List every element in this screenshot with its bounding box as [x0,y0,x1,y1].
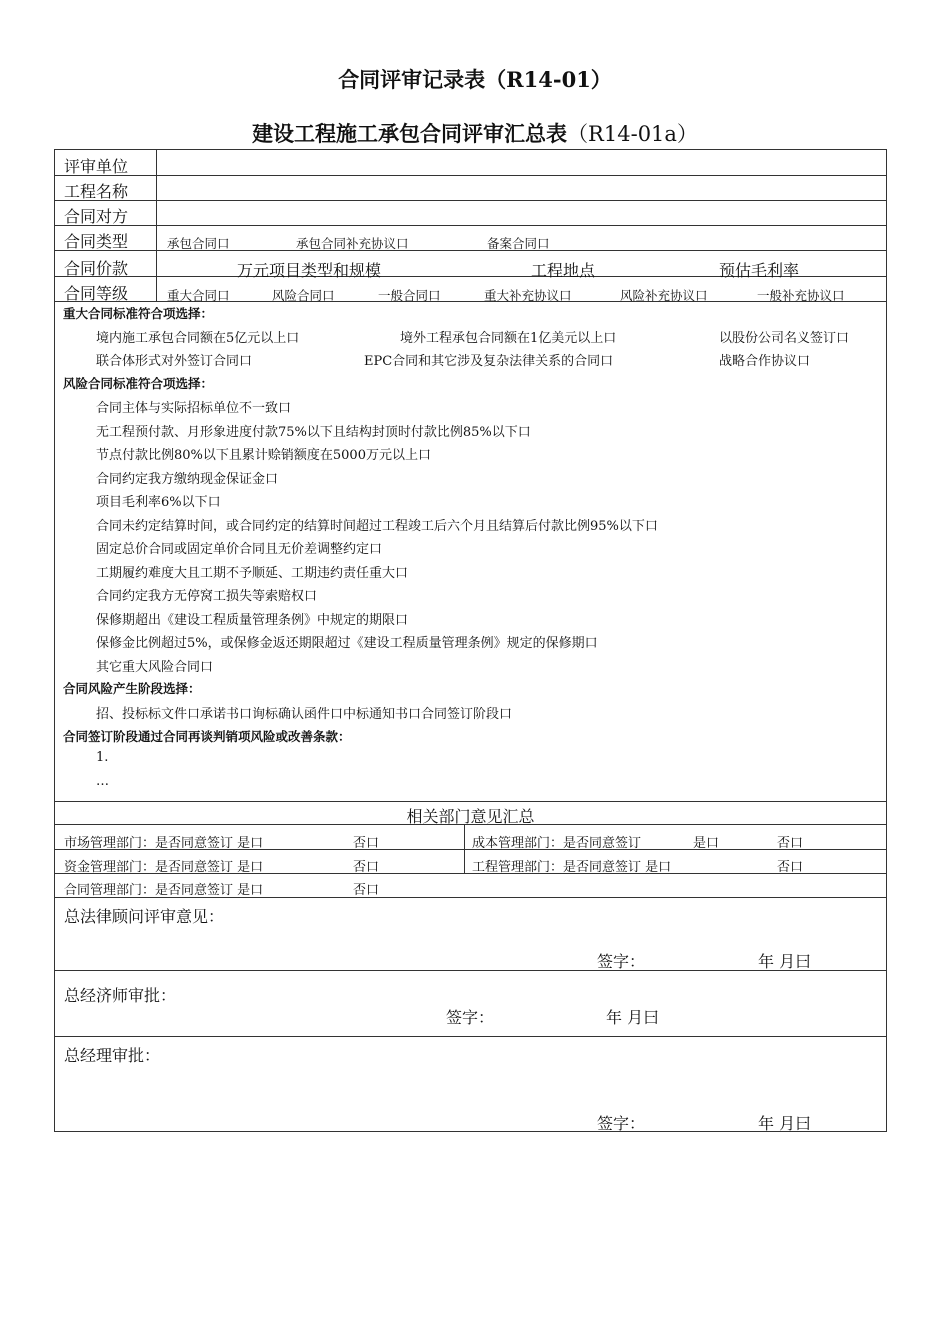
risk-criteria-option[interactable]: 合同主体与实际招标单位不一致口 [96,401,292,416]
general-manager-approval-label: 总经理审批： [64,1046,161,1065]
dept-column-divider [464,824,465,873]
market-dept-approval[interactable]: 市场管理部门：是否同意签订 是口 [64,836,264,851]
contract-dept-approval[interactable]: 合同管理部门：是否同意签订 是口 [64,883,264,898]
project-location-label: 工程地点 [531,261,596,280]
risk-criteria-option[interactable]: 其它重大风险合同口 [96,660,214,675]
contract-level-label: 合同等级 [64,284,129,303]
risk-criteria-option[interactable]: 节点付款比例80%以下且累计赊销额度在5000万元以上口 [96,448,431,463]
cost-dept-no[interactable]: 否口 [777,836,804,851]
risk-criteria-option[interactable]: 合同未约定结算时间，或合同约定的结算时间超过工程竣工后六个月且结算后付款比例95%以下口 [96,519,658,534]
contract-level-option[interactable]: 一般合同口 [378,288,441,303]
negotiation-heading: 合同签订阶段通过合同再谈判销项风险或改善条款： [63,729,351,744]
row-divider [55,200,886,201]
label-column-divider [156,150,157,301]
economist-date-label[interactable]: 年 月曰 [606,1008,660,1027]
contract-price-label: 合同价款 [64,259,129,278]
contract-level-option[interactable]: 重大合同口 [167,288,230,303]
chief-economist-approval-label: 总经济师审批： [64,986,177,1005]
risk-criteria-option[interactable]: 合同约定我方缴纳现金保证金口 [96,472,279,487]
row-divider [55,1036,886,1037]
review-form-table [54,149,887,1132]
project-name-label: 工程名称 [64,182,129,201]
major-criteria-option[interactable]: 战略合作协议口 [719,354,811,369]
risk-stage-heading: 合同风险产生阶段选择： [63,681,201,696]
manager-signature-label[interactable]: 签字： [597,1114,646,1133]
row-divider [55,175,886,176]
risk-criteria-option[interactable]: 项目毛利率6%以下口 [96,495,221,510]
manager-date-label[interactable]: 年 月曰 [758,1114,812,1133]
funds-dept-no[interactable]: 否口 [353,860,380,875]
subtitle-code: （R14-01a） [567,122,698,146]
engineering-dept-approval[interactable]: 工程管理部门：是否同意签订 是口 [472,860,672,875]
major-criteria-option[interactable]: 以股份公司名义签订口 [719,331,850,346]
risk-criteria-option[interactable]: 保修期超出《建设工程质量管理条例》中规定的期限口 [96,613,409,628]
risk-criteria-heading: 风险合同标准符合项选择： [63,376,214,391]
risk-stage-options[interactable]: 招、投标标文件口承诺书口询标确认函件口中标通知书口合同签订阶段口 [96,707,513,722]
risk-criteria-option[interactable]: 合同约定我方无停窝工损失等索赔权口 [96,589,318,604]
negotiation-item: 1. [96,750,109,765]
contract-type-option[interactable]: 承包合同口 [167,236,230,251]
funds-dept-approval[interactable]: 资金管理部门：是否同意签订 是口 [64,860,264,875]
page-title: 合同评审记录表（R14-01） [338,67,612,92]
major-criteria-option[interactable]: 境内施工承包合同额在5亿元以上口 [96,331,300,346]
market-dept-no[interactable]: 否口 [353,836,380,851]
negotiation-ellipsis: … [96,774,109,789]
contract-level-option[interactable]: 风险合同口 [272,288,335,303]
contract-level-option[interactable]: 一般补充协议口 [757,288,845,303]
row-divider [55,225,886,226]
economist-signature-label[interactable]: 签字： [446,1008,495,1027]
contract-dept-no[interactable]: 否口 [353,883,380,898]
risk-criteria-option[interactable]: 工期履约难度大且工期不予顺延、工期违约责任重大口 [96,566,409,581]
row-divider [55,801,886,802]
major-criteria-heading: 重大合同标准符合项选择： [63,306,214,321]
dept-opinions-heading: 相关部门意见汇总 [406,807,535,826]
subtitle-main: 建设工程施工承包合同评审汇总表 [252,121,568,146]
price-unit-and-type: 万元项目类型和规模 [237,261,382,280]
major-criteria-option[interactable]: 境外工程承包合同额在1亿美元以上口 [400,331,617,346]
legal-signature-label[interactable]: 签字： [597,952,646,971]
contract-level-option[interactable]: 重大补充协议口 [484,288,572,303]
cost-dept-approval: 成本管理部门：是否同意签订 [472,836,642,851]
legal-date-label[interactable]: 年 月曰 [758,952,812,971]
estimated-margin-label: 预估毛利率 [719,261,800,280]
major-criteria-option[interactable]: EPC合同和其它涉及复杂法律关系的合同口 [364,354,614,369]
contract-type-option[interactable]: 承包合同补充协议口 [296,236,409,251]
contract-level-option[interactable]: 风险补充协议口 [620,288,708,303]
engineering-dept-no[interactable]: 否口 [777,860,804,875]
risk-criteria-option[interactable]: 保修金比例超过5%，或保修金返还期限超过《建设工程质量管理条例》规定的保修期口 [96,636,598,651]
legal-counsel-opinion-label: 总法律顾问评审意见： [64,907,225,926]
cost-dept-yes[interactable]: 是口 [693,836,720,851]
major-criteria-option[interactable]: 联合体形式对外签订合同口 [96,354,253,369]
review-unit-label: 评审单位 [64,157,129,176]
risk-criteria-option[interactable]: 无工程预付款、月形象进度付款75%以下且结构封顶时付款比例85%以下口 [96,425,531,440]
contract-type-option[interactable]: 备案合同口 [487,236,550,251]
risk-criteria-option[interactable]: 固定总价合同或固定单价合同且无价差调整约定口 [96,542,383,557]
contract-type-label: 合同类型 [64,232,129,251]
counterparty-label: 合同对方 [64,207,129,226]
form-subtitle [0,118,950,148]
